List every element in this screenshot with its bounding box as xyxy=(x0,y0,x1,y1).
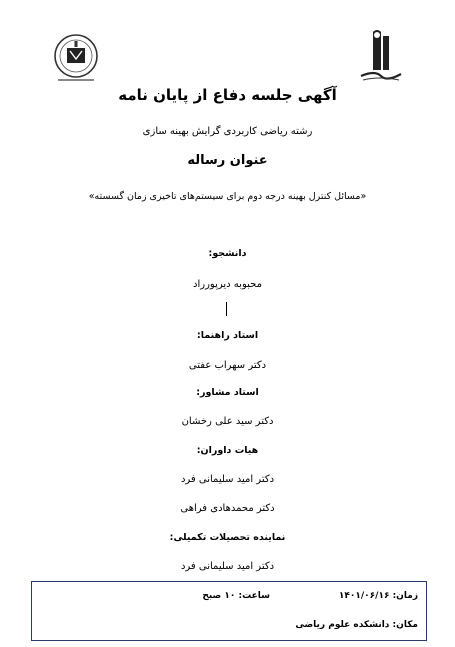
advisor-label: استاد مشاور: xyxy=(196,387,259,398)
referees-label: هیات داوران: xyxy=(196,445,259,456)
university-logo-left-icon xyxy=(50,32,102,84)
university-logo-right-icon xyxy=(355,26,407,84)
referee-name: دکتر محمدهادی فراهی xyxy=(180,503,275,514)
text-cursor xyxy=(226,302,227,316)
supervisor-label: استاد راهنما: xyxy=(196,330,259,341)
supervisor-name: دکتر سهراب عفتی xyxy=(188,360,267,371)
announcement-title: آگهی جلسه دفاع از پایان نامه xyxy=(118,86,337,104)
advisor-name: دکتر سید علی رخشان xyxy=(181,416,274,427)
student-label: دانشجو: xyxy=(208,248,247,259)
schedule-box xyxy=(31,581,427,641)
defense-date: زمان: ۱۴۰۱/۰۶/۱۶ xyxy=(338,591,418,601)
referee-name: دکتر امید سلیمانی فرد xyxy=(180,474,275,485)
grad-rep-label: نماینده تحصیلات تکمیلی: xyxy=(169,532,286,543)
field-of-study: رشته ریاضی کاربردی گرایش بهینه سازی xyxy=(142,126,313,137)
thesis-heading: عنوان رساله xyxy=(187,153,268,168)
thesis-title: «مسائل کنترل بهینه درجه دوم برای سیستم‌های تاخیری زمان گسسته» xyxy=(88,191,367,202)
student-name: محبوبه دیرپورراد xyxy=(193,279,262,290)
defense-place: مکان: دانشکده علوم ریاضی xyxy=(295,620,418,630)
defense-time: ساعت: ۱۰ صبح xyxy=(202,591,270,601)
grad-rep-name: دکتر امید سلیمانی فرد xyxy=(180,561,275,572)
